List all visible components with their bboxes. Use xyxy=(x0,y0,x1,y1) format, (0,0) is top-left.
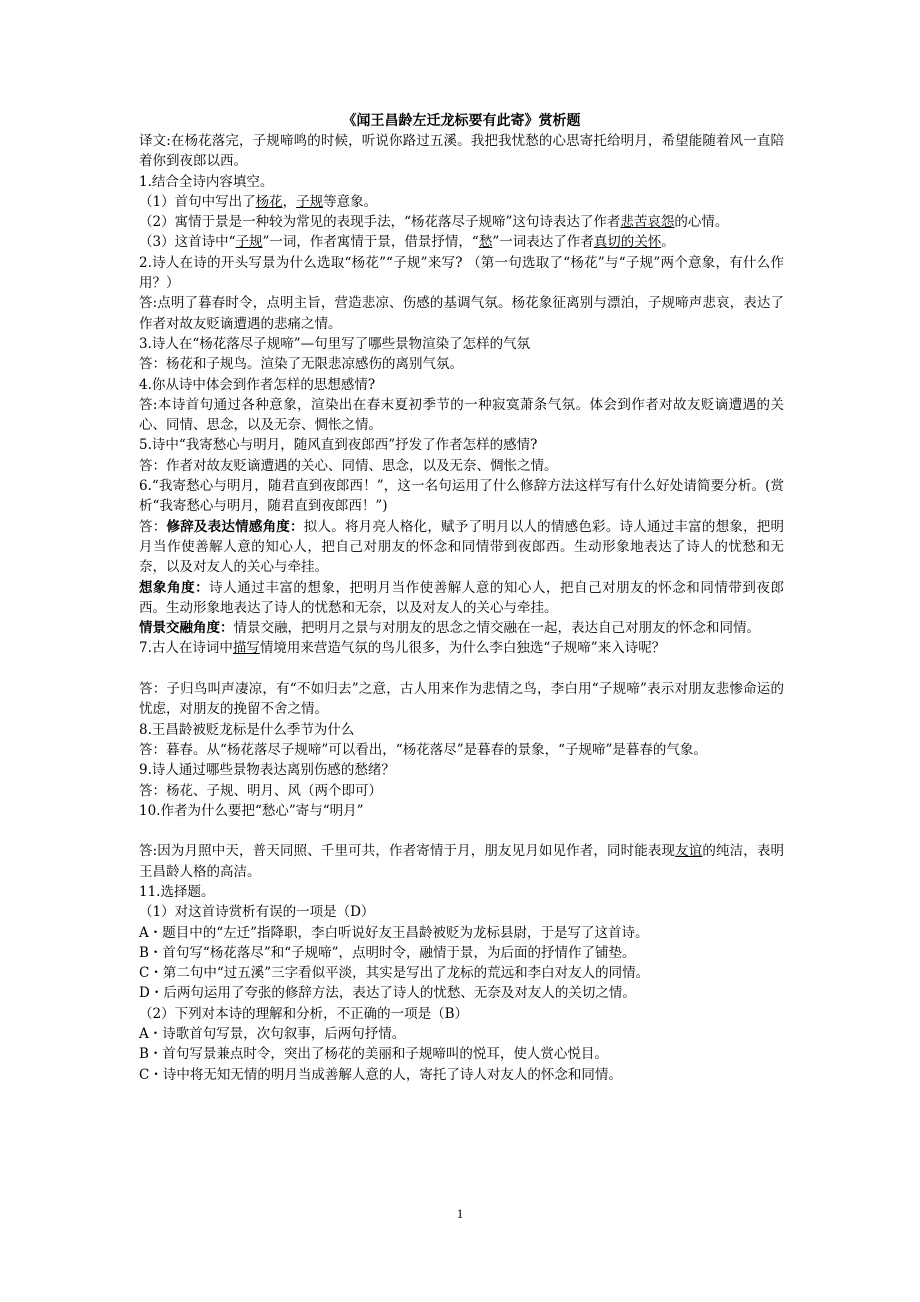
option-a: A・诗歌首句写景，次句叙事，后两句抒情。 xyxy=(139,1026,406,1043)
blank-line xyxy=(139,659,784,679)
answer-underlined: 子规 xyxy=(296,193,324,210)
text: 诗人通过丰富的想象，把明月当作使善解人意的知心人，把自己对朋友的怀念和同情带到夜郎西。生动形象地表达了诗人的忧愁和无奈，以及对友人的关心与牵挂。 xyxy=(139,579,785,616)
answer-3: 答：杨花和子规鸟。渲染了无限悲凉感伤的离别气氛。 xyxy=(139,356,463,373)
answer-5: 答：作者对故友贬谪遭遇的关心、同情、思念，以及无奈、惆怅之情。 xyxy=(139,457,558,474)
question-2: 2.诗人在诗的开头写景为什么选取“杨花”“子规”来写? （第一句选取了“杨花”与“子规”两个意象，有什么作用？） xyxy=(139,254,784,292)
text: 情境用来营造气氛的鸟儿很多，为什么李白独选“子规啼”来入诗呢？ xyxy=(259,640,666,657)
answer-heading: 情景交融角度： xyxy=(139,620,234,637)
question-5: 5.诗中“我寄愁心与明月，随风直到夜郎西”抒发了作者怎样的感情? xyxy=(139,437,538,454)
answer-6 xyxy=(139,517,784,578)
answer-4: 答:本诗首句通过各种意象，渲染出在春末夏初季节的一种寂寞萧条气氛。体会到作者对故友贬谪遭遇的关心、同情、思念，以及无奈、惆怅之情。 xyxy=(139,396,784,434)
answer-6-imagination xyxy=(139,578,784,619)
underlined-word: 友谊 xyxy=(675,843,703,860)
option-b: B・首句写景兼点时令，突出了杨花的美丽和子规啼叫的悦耳，使人赏心悦目。 xyxy=(139,1046,608,1063)
option-a: A・题目中的“左迁”指降职，李白听说好友王昌龄被贬为龙标县尉，于是写了这首诗。 xyxy=(139,924,649,941)
question-11-2: （2）下列对本诗的理解和分析，不正确的一项是（B） xyxy=(139,1005,469,1022)
page-number: 1 xyxy=(456,1206,464,1221)
option-b: B・首句写“杨花落尽”和“子规啼”，点明时令，融情于景，为后面的抒情作了铺垫。 xyxy=(139,944,636,961)
question-10: 10.作者为什么要把“愁心”寄与“明月” xyxy=(139,802,364,819)
text: 7.古人在诗词中 xyxy=(139,640,233,657)
text: ”一词，作者寓情于景，借景抒情，“ xyxy=(262,234,479,251)
answer-underlined: 悲苦哀怨 xyxy=(620,214,675,231)
option-d: D・后两句运用了夸张的修辞方法，表达了诗人的忧愁、无奈及对友人的关切之情。 xyxy=(139,985,636,1002)
answer-7: 答：子归鸟叫声凄凉，有“不如归去”之意，古人用来作为悲情之鸟，李白用“子规啼”表示对朋友悲惨命运的忧虑，对朋友的挽留不舍之情。 xyxy=(139,681,784,718)
text: （3）这首诗中“ xyxy=(139,234,236,251)
answer-underlined: 真切的关怀 xyxy=(593,234,662,251)
text: 。 xyxy=(661,234,675,251)
answer-heading: 想象角度： xyxy=(139,579,210,596)
answer-underlined: 愁 xyxy=(478,234,493,251)
text: 等意象。 xyxy=(323,193,378,210)
answer-10 xyxy=(139,841,784,882)
text: 情景交融，把明月之景与对朋友的思念之情交融在一起，表达自己对朋友的怀念和同情。 xyxy=(233,620,760,637)
text: （2）寓情于景是一种较为常见的表现手法，“杨花落尽子规啼”这句诗表达了作者 xyxy=(139,214,621,231)
question-11: 11.选择题。 xyxy=(139,883,215,900)
question-8: 8.王昌龄被贬龙标是什么季节为什么 xyxy=(139,721,355,738)
answer-underlined: 子规 xyxy=(235,234,263,251)
option-c: C・第二句中“过五溪”三字看似平淡，其实是写出了龙标的荒远和李白对友人的同情。 xyxy=(139,965,650,982)
translation: 译文:在杨花落完，子规啼鸣的时候，听说你路过五溪。我把我忧愁的心思寄托给明月，希望能随着风一直陪着你到夜郎以西。 xyxy=(139,133,784,170)
document-body xyxy=(139,111,784,1085)
answer-8: 答：暮春。从“杨花落尽子规啼”可以看出，“杨花落尽”是暮春的景象，“子规啼”是暮春的气象。 xyxy=(139,741,707,758)
question-1-1 xyxy=(139,192,784,212)
text: 的纯洁，表明王昌龄人格的高洁。 xyxy=(139,843,785,880)
question-6: 6.“我寄愁心与明月，随君直到夜郎西！”，这一名句运用了什么修辞方法这样写有什么好处请简要分析。(赏析“我寄愁心与明月，随君直到夜郎西！”) xyxy=(139,478,784,515)
text: 的心情。 xyxy=(674,214,729,231)
question-1-3 xyxy=(139,232,784,252)
underlined-word: 描写 xyxy=(232,640,260,657)
answer-9: 答：杨花、子规、明月、风（两个即可） xyxy=(139,782,382,799)
question-1-2 xyxy=(139,212,784,232)
question-11-1: （1）对这首诗赏析有误的一项是（D） xyxy=(139,904,375,921)
blank-line xyxy=(139,821,784,841)
question-3: 3.诗人在“杨花落尽子规啼”—句里写了哪些景物渲染了怎样的气氛 xyxy=(139,335,531,352)
document-title: 《闻王昌龄左迁龙标要有此寄》赏析题 xyxy=(342,113,581,129)
question-1: 1.结合全诗内容填空。 xyxy=(139,173,274,190)
text: 答:因为月照中天，普天同照、千里可共，作者寄情于月，朋友见月如见作者，同时能表现 xyxy=(139,843,676,860)
answer-6-scene xyxy=(139,618,784,638)
answer-2: 答:点明了暮春时令，点明主旨，营造悲凉、伤感的基调气氛。杨花象征离别与漂泊，子规啼声悲哀，表达了作者对故友贬谪遭遇的悲痛之情。 xyxy=(139,295,784,332)
text: 答： xyxy=(139,518,167,535)
text: 拟人。将月亮人格化，赋予了明月以人的情感色彩。诗人通过丰富的想象，把明月当作使善解人意的知心人，把自己对朋友的怀念和同情带到夜郎西。生动形象地表达了诗人的忧愁和无奈，以及对友人的关心与牵挂。 xyxy=(139,518,785,576)
text: ， xyxy=(282,193,297,210)
option-c: C・诗中将无知无情的明月当成善解人意的人，寄托了诗人对友人的怀念和同情。 xyxy=(139,1066,622,1083)
question-4: 4.你从诗中体会到作者怎样的思想感情? xyxy=(139,376,376,393)
answer-underlined: 杨花 xyxy=(255,193,283,210)
question-7 xyxy=(139,638,784,658)
question-9: 9.诗人通过哪些景物表达离别伤感的愁绪？ xyxy=(139,762,395,779)
text: （1）首句中写出了 xyxy=(139,193,256,210)
answer-heading: 修辞及表达情感角度： xyxy=(166,518,304,535)
text: ”一词表达了作者 xyxy=(492,234,594,251)
